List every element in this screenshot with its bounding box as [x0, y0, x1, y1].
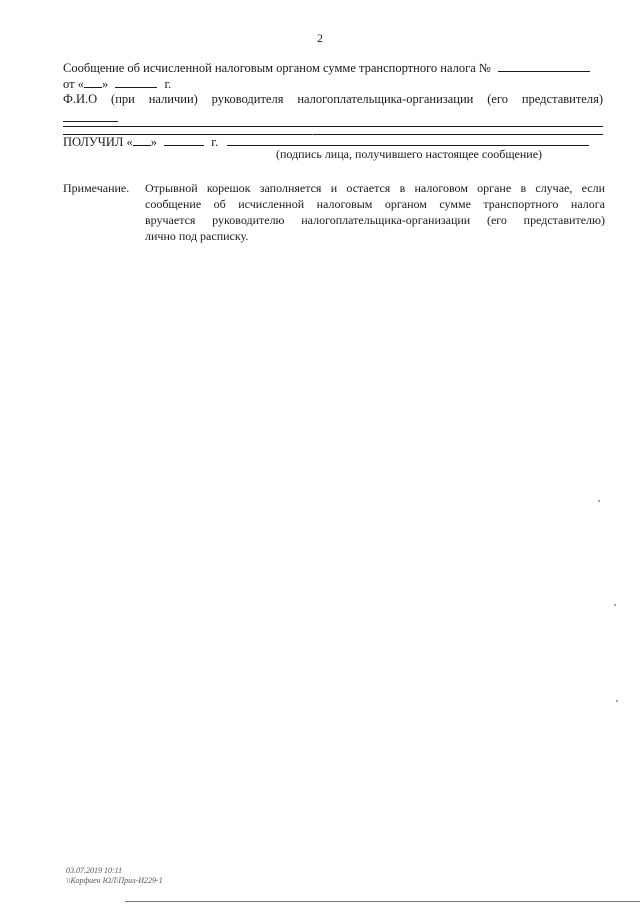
note-line: вручается руководителю налогоплательщика-организации (его представителю)	[145, 213, 605, 227]
fio-word: наличии)	[148, 92, 198, 106]
fio-short-blank[interactable]	[63, 121, 118, 122]
scan-speck	[616, 700, 618, 702]
from-label: от «	[63, 77, 84, 91]
message-number-field[interactable]	[498, 60, 590, 72]
from-close-quote: »	[101, 77, 109, 91]
fio-word: руководителя	[211, 92, 284, 106]
note-text	[145, 180, 605, 244]
signature-field[interactable]	[227, 134, 589, 146]
message-month-field[interactable]	[115, 76, 157, 88]
signature-caption: (подпись лица, получившего настоящее сообщение)	[276, 147, 543, 161]
message-day-field[interactable]	[84, 76, 102, 88]
received-label: ПОЛУЧИЛ «	[63, 135, 133, 149]
message-year-suffix: г.	[164, 77, 172, 91]
note-line: сообщение об исчисленной налоговым органом сумме транспортного налога	[145, 197, 605, 211]
received-close-quote: »	[150, 135, 158, 149]
fio-word: представителя)	[521, 92, 603, 106]
received-day-field[interactable]	[133, 134, 151, 146]
fio-word: Ф.И.О	[63, 92, 98, 106]
note-line: лично под расписку.	[145, 229, 249, 243]
fio-line	[63, 92, 603, 107]
print-file-reference: \\Корфиен ЮЛ\Прил-И229-1	[66, 876, 163, 885]
print-timestamp: 03.07.2019 10:11	[66, 866, 123, 875]
note-line: Отрывной корешок заполняется и остается в налоговом органе в случае, если	[145, 181, 605, 195]
received-year-suffix: г.	[211, 135, 219, 149]
page-number: 2	[317, 31, 323, 45]
fio-word: налогоплательщика-организации	[297, 92, 474, 106]
fio-name-rule-1[interactable]	[63, 126, 603, 127]
fio-word: (его	[487, 92, 508, 106]
scan-speck	[598, 500, 600, 502]
scan-speck	[312, 134, 313, 135]
received-month-field[interactable]	[164, 134, 204, 146]
message-title: Сообщение об исчисленной налоговым органом сумме транспортного налога №	[63, 61, 491, 75]
message-date-line	[63, 76, 171, 92]
scan-speck	[614, 604, 616, 606]
fio-word: (при	[111, 92, 135, 106]
scan-edge-line	[125, 901, 640, 902]
note-label: Примечание.	[63, 181, 130, 195]
message-title-line	[63, 60, 590, 76]
